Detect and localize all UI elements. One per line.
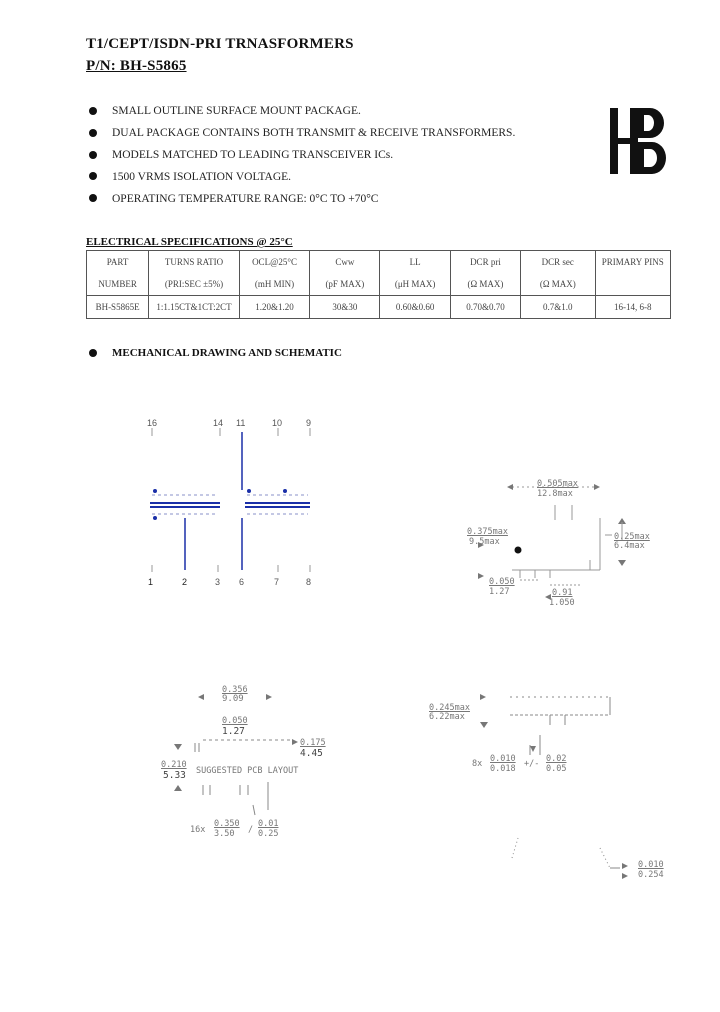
pin-label: 9 [306, 418, 312, 428]
table-cell: BH-S5865E [87, 296, 149, 319]
table-cell: 1.20&1.20 [239, 296, 309, 319]
table-cell: 30&30 [310, 296, 380, 319]
table-cell: 0.70&0.70 [450, 296, 520, 319]
column-header: TURNS RATIO [149, 251, 240, 274]
feature-item: MODELS MATCHED TO LEADING TRANSCEIVER ICs. [112, 149, 394, 161]
mechanical-heading: MECHANICAL DRAWING AND SCHEMATIC [112, 347, 342, 359]
pin-label: 16 [147, 418, 158, 428]
width-inch: 0.505max [537, 479, 578, 489]
column-header: LL [380, 251, 450, 274]
pad-width-inch: 0.350 [214, 819, 240, 829]
column-header: DCR pri [450, 251, 520, 274]
layout-row-mm: 5.33 [163, 770, 186, 781]
span-inch: 0.91 [552, 588, 573, 598]
column-header: PART [87, 251, 149, 274]
lead-tol-mm: 0.05 [546, 764, 567, 774]
pad-count: 16x [190, 825, 206, 835]
lead-count: 8x [472, 759, 483, 769]
pad-tol-mm: 0.25 [258, 829, 279, 839]
pin-label: 1 [148, 577, 154, 587]
page-title: T1/CEPT/ISDN-PRI TRNASFORMERS [86, 36, 354, 52]
layout-caption: SUGGESTED PCB LAYOUT [196, 766, 299, 776]
foot-mm: 0.254 [638, 870, 664, 880]
layout-pad-inch: 0.175 [300, 738, 326, 748]
lead-inch: 0.010 [490, 754, 516, 764]
column-subheader: (mH MIN) [239, 273, 309, 296]
pin-label: 11 [236, 418, 246, 428]
feature-item: 1500 VRMS ISOLATION VOLTAGE. [112, 171, 292, 183]
pitch-mm: 1.27 [489, 587, 510, 597]
table-cell: 16-14, 6-8 [595, 296, 671, 319]
lead-tolerance-separator: +/- [524, 759, 540, 769]
layout-width-inch: 0.356 [222, 685, 248, 695]
layout-pitch-inch: 0.050 [222, 716, 248, 726]
column-subheader: (PRI:SEC ±5%) [149, 273, 240, 296]
height-mm: 6.4max [614, 541, 645, 551]
lead-mm: 0.018 [490, 764, 516, 774]
column-header: PRIMARY PINS [595, 251, 671, 274]
pin-label: 7 [274, 577, 280, 587]
feature-item: OPERATING TEMPERATURE RANGE: 0°C TO +70°C [112, 193, 379, 205]
side-height-mm: 6.22max [429, 712, 465, 722]
depth-mm: 9.5max [469, 537, 500, 547]
foot-inch: 0.010 [638, 860, 664, 870]
side-height-inch: 0.245max [429, 703, 470, 713]
part-number: P/N: BH-S5865 [86, 58, 187, 74]
feature-item: SMALL OUTLINE SURFACE MOUNT PACKAGE. [112, 105, 361, 117]
table-cell: 0.7&1.0 [521, 296, 595, 319]
layout-pad-mm: 4.45 [300, 748, 323, 759]
column-subheader: NUMBER [87, 273, 149, 296]
height-inch: 0.25max [614, 532, 650, 542]
pin-label: 8 [306, 577, 312, 587]
pin-label: 14 [213, 418, 224, 428]
feature-item: DUAL PACKAGE CONTAINS BOTH TRANSMIT & RECEIVE TRANSFORMERS. [112, 127, 516, 139]
pad-width-mm: 3.50 [214, 829, 235, 839]
pin-label: 6 [239, 577, 245, 587]
pin-label: 3 [215, 577, 221, 587]
pitch-inch: 0.050 [489, 577, 515, 587]
pin-label: 10 [272, 418, 283, 428]
column-subheader: (pF MAX) [310, 273, 380, 296]
tolerance-separator: / [248, 825, 254, 835]
pin-label: 2 [182, 577, 188, 587]
column-subheader: (Ω MAX) [450, 273, 520, 296]
layout-width-mm: 9.09 [222, 694, 244, 704]
pad-tol-inch: 0.01 [258, 819, 279, 829]
column-header: OCL@25°C [239, 251, 309, 274]
table-cell: 1:1.15CT&1CT:2CT [149, 296, 240, 319]
table-cell: 0.60&0.60 [380, 296, 450, 319]
lead-tol-inch: 0.02 [546, 754, 567, 764]
layout-row-inch: 0.210 [161, 760, 187, 770]
column-subheader: (μH MAX) [380, 273, 450, 296]
column-header: DCR sec [521, 251, 595, 274]
depth-inch: 0.375max [467, 527, 508, 537]
column-subheader: (Ω MAX) [521, 273, 595, 296]
span-mm: 1.050 [549, 598, 575, 608]
layout-pitch-mm: 1.27 [222, 726, 245, 737]
column-header: Cww [310, 251, 380, 274]
width-mm: 12.8max [537, 489, 573, 499]
spec-heading: ELECTRICAL SPECIFICATIONS @ 25°C [86, 236, 293, 248]
